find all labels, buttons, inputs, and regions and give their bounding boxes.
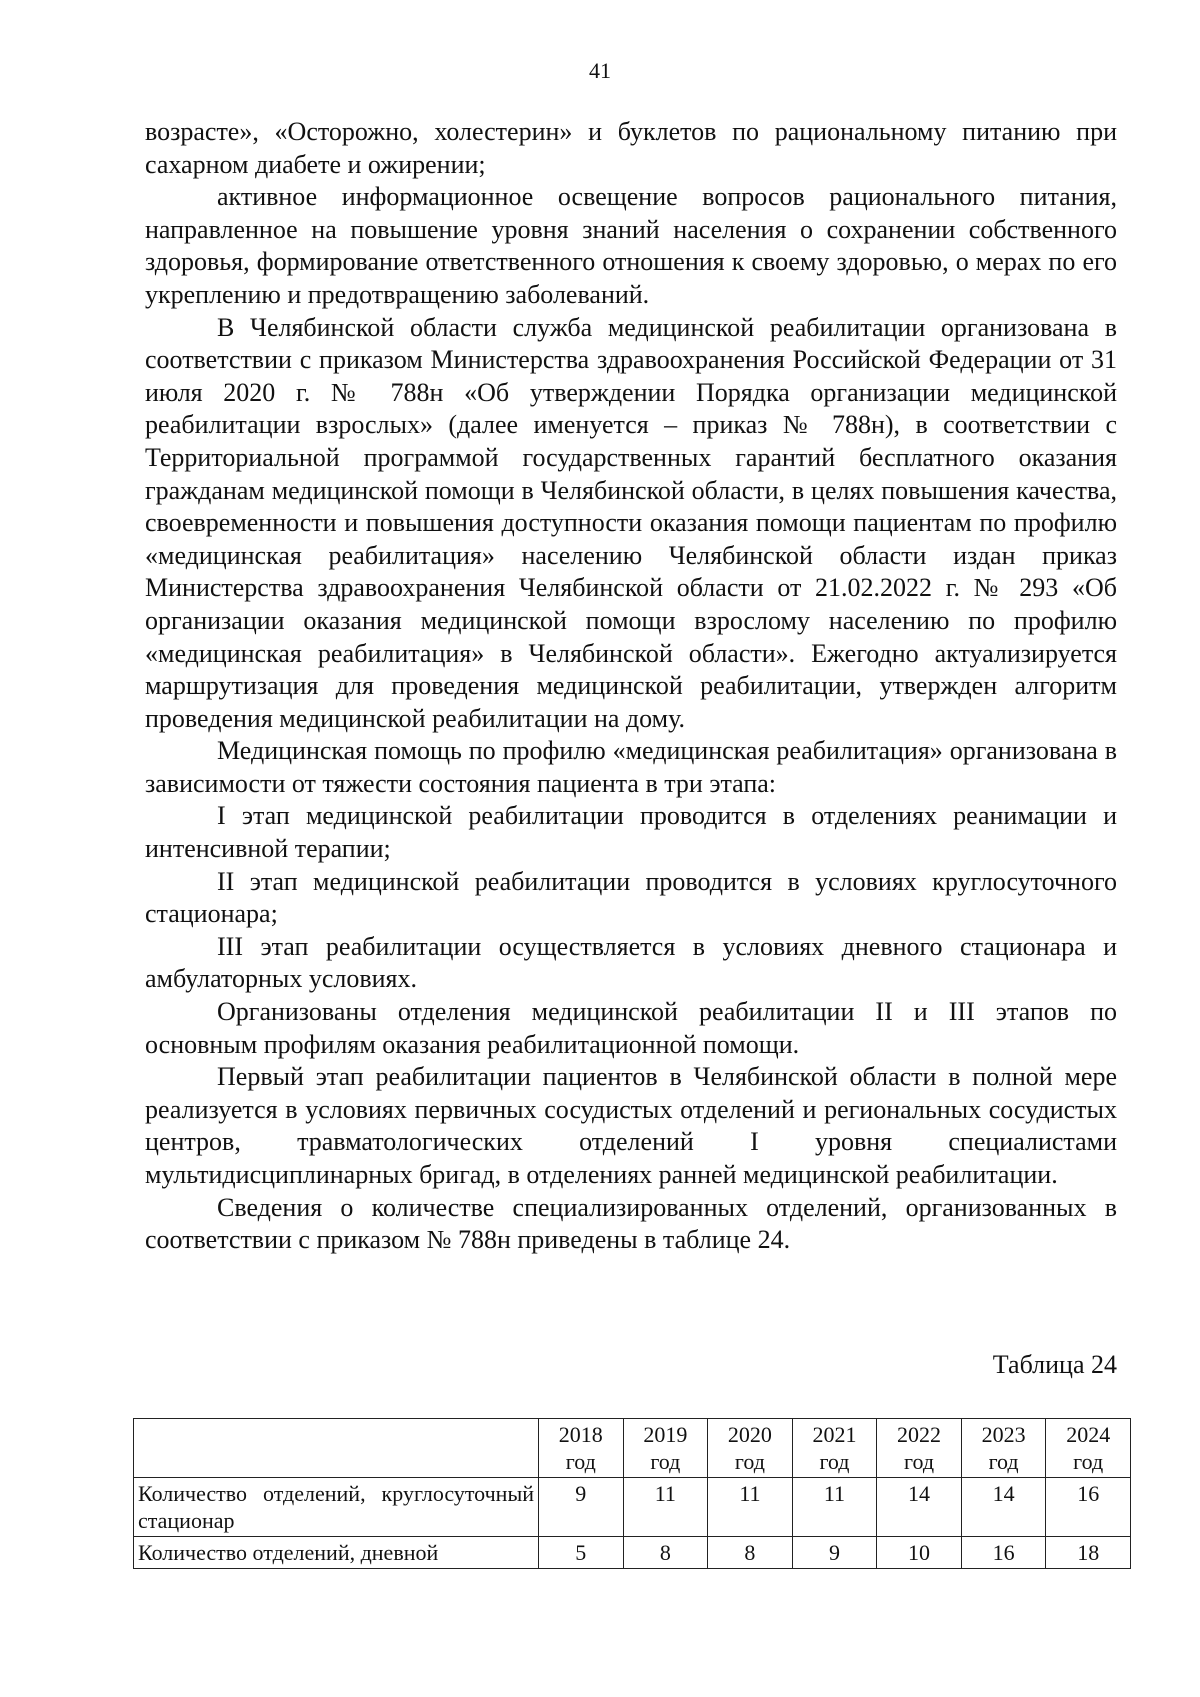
table-header-cell: [134, 1419, 539, 1478]
table-cell: 5: [539, 1537, 624, 1569]
table-cell: 10: [877, 1537, 962, 1569]
table-header-cell: 2024 год: [1046, 1419, 1131, 1478]
table-cell: 16: [961, 1537, 1046, 1569]
paragraph: Медицинская помощь по профилю «медицинская реабилитация» организована в зависимости от тяжести состояния пациента в три этапа:: [145, 736, 1117, 798]
table-row: [134, 1478, 1131, 1537]
table-cell: 18: [1046, 1537, 1131, 1569]
data-table: [133, 1418, 1131, 1569]
paragraph: возрасте», «Осторожно, холестерин» и буклетов по рациональному питанию при сахарном диабете и ожирении;: [145, 117, 1117, 179]
table-header-cell: 2021 год: [792, 1419, 877, 1478]
table-cell: 8: [623, 1537, 708, 1569]
body-text: [145, 116, 1117, 1257]
table-row-label: Количество отделений, дневной: [134, 1537, 539, 1569]
paragraph: активное информационное освещение вопросов рационального питания, направленное на повышение уровня знаний населения о сохранении собственного здоровья, формирование ответственного отношения к своему здоровью, о мерах по его укреплению и предотвращению заболеваний.: [145, 182, 1117, 309]
table-caption: Таблица 24: [992, 1350, 1117, 1379]
table-header-cell: 2023 год: [961, 1419, 1046, 1478]
table-cell: 16: [1046, 1478, 1131, 1537]
table-row-label: Количество отделений, круглосуточный стационар: [134, 1478, 539, 1537]
table-cell: 8: [708, 1537, 793, 1569]
paragraph: III этап реабилитации осуществляется в условиях дневного стационара и амбулаторных условиях.: [145, 931, 1117, 994]
paragraph: II этап медицинской реабилитации проводится в условиях круглосуточного стационара;: [145, 866, 1117, 929]
paragraph: Организованы отделения медицинской реабилитации II и III этапов по основным профилям оказания реабилитационной помощи.: [145, 997, 1117, 1059]
table-cell: 9: [792, 1537, 877, 1569]
table-header-row: [134, 1419, 1131, 1478]
paragraph: Сведения о количестве специализированных отделений, организованных в соответствии с приказом № 788н приведены в таблице 24.: [145, 1192, 1117, 1255]
page-number: 41: [589, 58, 611, 83]
table-header-cell: 2018 год: [539, 1419, 624, 1478]
table-cell: 9: [539, 1478, 624, 1537]
table-cell: 11: [623, 1478, 708, 1537]
table-cell: 14: [961, 1478, 1046, 1537]
table-cell: 11: [708, 1478, 793, 1537]
table-header-cell: 2020 год: [708, 1419, 793, 1478]
paragraph: Первый этап реабилитации пациентов в Челябинской области в полной мере реализуется в условиях первичных сосудистых отделений и региональных сосудистых центров, травматологических отделений I уровня специалистами мультидисциплинарных бригад, в отделениях ранней медицинской реабилитации.: [145, 1062, 1117, 1189]
table-row: [134, 1537, 1131, 1569]
table-header-cell: 2022 год: [877, 1419, 962, 1478]
table-cell: 11: [792, 1478, 877, 1537]
paragraph: I этап медицинской реабилитации проводится в отделениях реанимации и интенсивной терапии;: [145, 801, 1117, 864]
paragraph: В Челябинской области служба медицинской реабилитации организована в соответствии с приказом Министерства здравоохранения Российской Федерации от 31 июля 2020 г. № 788н «Об утверждении Порядка организации медицинской реабилитации взрослых» (далее именуется – приказ № 788н), в соответствии с Территориальной программой государственных гарантий бесплатного оказания гражданам медицинской помощи в Челябинской области, в целях повышения качества, своевременности и повышения доступности оказания помощи пациентам по профилю «медицинская реабилитация» населению Челябинской области издан приказ Министерства здравоохранения Челябинской области от 21.02.2022 г. № 293 «Об организации оказания медицинской помощи взрослому населению по профилю «медицинская реабилитация» в Челябинской области». Ежегодно актуализируется маршрутизация для проведения медицинской реабилитации, утвержден алгоритм проведения медицинской реабилитации на дому.: [145, 312, 1117, 733]
table-header-cell: 2019 год: [623, 1419, 708, 1478]
table-cell: 14: [877, 1478, 962, 1537]
